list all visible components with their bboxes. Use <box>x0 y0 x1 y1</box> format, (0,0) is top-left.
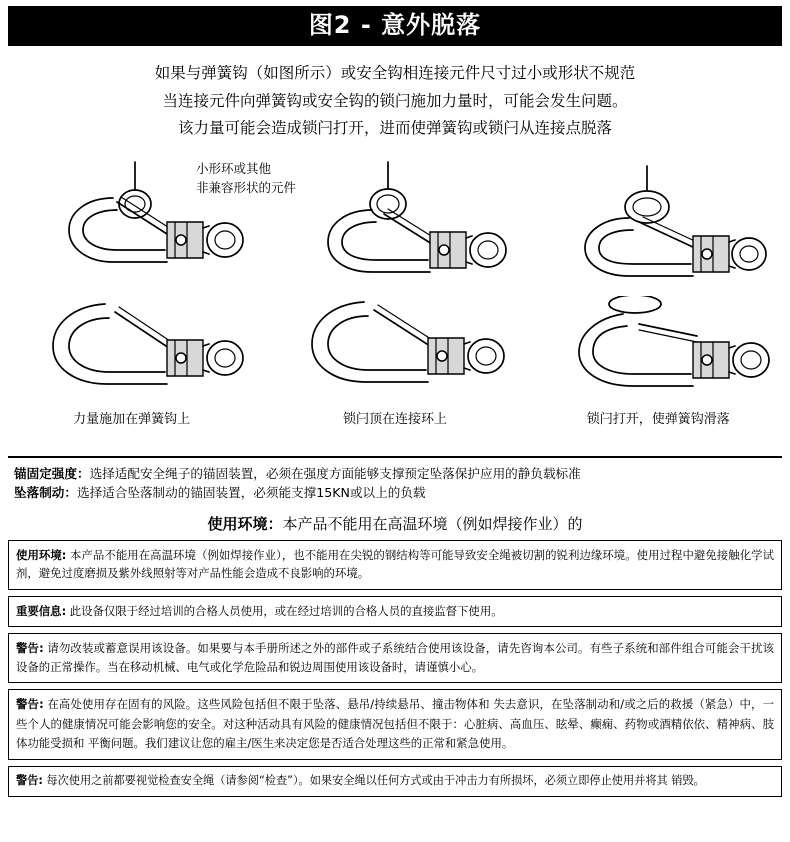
figure-row-bottom <box>0 296 790 427</box>
box-important-info-label: 重要信息: <box>16 603 67 618</box>
box-warning-modification-text: 请勿改装或蓄意误用该设备。如果要与本手册所述之外的部件或子系统结合使用该设备，请先咨询本公司。有些子系统和部件组合可能会干扰该设备的正常操作。当在移动机械、电气或化学危险品和锐边周围使用该设备时，请谨慎小心。 <box>16 641 774 674</box>
hook-diagram-6 <box>538 296 778 427</box>
hook-diagram-3 <box>538 152 778 302</box>
box-warning-inspection-label: 警告: <box>16 774 43 788</box>
spec-anchor-strength-text: 选择适配安全绳子的锚固装置，必须在强度方面能够支撑预定坠落保护应用的静负载标准 <box>89 465 581 481</box>
spec-list <box>8 456 782 505</box>
intro-line-2: 当连接元件向弹簧钩或安全钩的锁闩施加力量时，可能会发生问题。 <box>162 91 628 110</box>
spec-anchor-strength-label: 锚固定强度： <box>14 465 90 481</box>
box-use-environment-label: 使用环境: <box>16 547 67 562</box>
snap-hook-drawing-3 <box>543 152 773 302</box>
hook-diagram-2 <box>275 152 515 302</box>
callout-line-2: 非兼容形状的元件 <box>196 179 297 195</box>
spec-anchor-strength <box>14 464 776 484</box>
spec-fall-arrest <box>14 483 776 503</box>
figure-caption-3: 锁闩打开，使弹簧钩滑落 <box>586 411 730 427</box>
intro-line-3: 该力量可能会造成锁闩打开，进而使弹簧钩或锁闩从连接点脱落 <box>177 118 612 137</box>
callout-line-1: 小形环或其他 <box>196 160 272 176</box>
figure-caption-2: 锁闩顶在连接环上 <box>342 411 447 427</box>
box-use-environment-text: 本产品不能用在高温环境（例如焊接作业），也不能用在尖锐的钢结构等可能导致安全绳被切割的锐利边缘环境。使用过程中避免接触化学试剂，避免过度磨损及紫外线照射等对产品性能会造成不良影响的环境。 <box>16 547 774 581</box>
snap-hook-drawing-4 <box>17 296 247 406</box>
callout-label <box>196 160 296 198</box>
snap-hook-drawing-2 <box>280 152 510 302</box>
use-environment-headline-label: 使用环境： <box>207 514 283 533</box>
figure-row-top <box>0 152 790 302</box>
intro-line-1: 如果与弹簧钩（如图所示）或安全钩相连接元件尺寸过小或形状不规范 <box>154 64 636 83</box>
box-warning-modification <box>8 633 782 683</box>
box-warning-inspection-text: 每次使用之前都要视觉检查安全绳（请参阅“检查”）。如果安全绳以任何方式或由于冲击力有所损坏，必须立即停止使用并将其 销毁。 <box>46 774 705 788</box>
box-warning-height-risk-label: 警告: <box>16 697 44 712</box>
figure-illustration <box>0 152 790 452</box>
use-environment-headline-text: 本产品不能用在高温环境（例如焊接作业）的 <box>282 514 583 533</box>
snap-hook-drawing-6 <box>543 296 773 406</box>
document-page <box>0 6 790 842</box>
page-title: 图2 - 意外脱落 <box>8 6 782 46</box>
hook-diagram-4 <box>12 296 252 427</box>
hook-diagram-5 <box>275 296 515 427</box>
spec-fall-arrest-text: 选择适合坠落制动的锚固装置，必须能支撑15KN或以上的负载 <box>76 485 426 501</box>
box-warning-height-risk <box>8 689 782 760</box>
box-warning-height-risk-text: 在高处使用存在固有的风险。这些风险包括但不限于坠落、悬吊/持续悬吊、撞击物体和 失去意识，在坠落制动和/或之后的救援（紧急）中，一些个人的健康情况可能会影响您的安全。对这种活动具有风险的健康情况包括但不限于：心脏病、高血压、眩晕、癫痫、药物或酒精依依、精神病、肢体功能受损和 平衡问题。我们建议让您的雇主/医生来决定您是否适合处理这些的正常和紧急使用。 <box>16 697 774 750</box>
box-important-info-text: 此设备仅限于经过培训的合格人员使用，或在经过培训的合格人员的直接监督下使用。 <box>69 603 503 618</box>
box-important-info <box>8 596 782 627</box>
box-use-environment <box>8 540 782 590</box>
figure-caption-1: 力量施加在弹簧钩上 <box>73 411 191 427</box>
box-warning-modification-label: 警告: <box>16 641 44 656</box>
box-warning-inspection <box>8 766 782 797</box>
snap-hook-drawing-5 <box>280 296 510 406</box>
use-environment-headline <box>0 513 790 534</box>
spec-fall-arrest-label: 坠落制动： <box>14 485 77 501</box>
intro-paragraph <box>40 60 750 141</box>
